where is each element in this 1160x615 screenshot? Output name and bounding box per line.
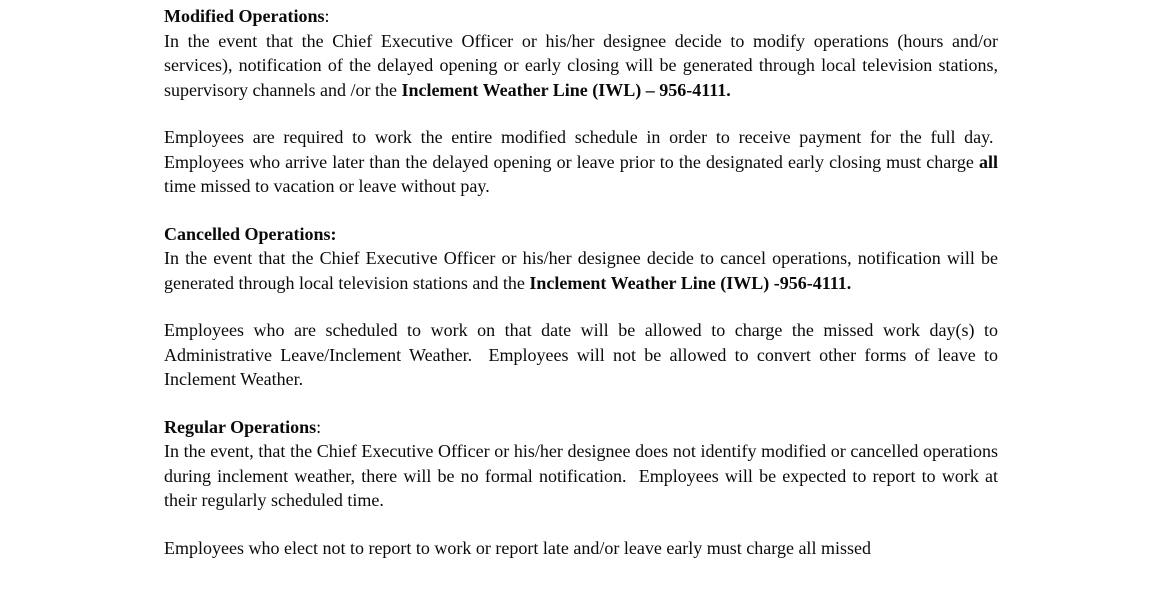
heading-text: Cancelled Operations: — [164, 223, 337, 244]
cancelled-operations-paragraph — [164, 246, 998, 295]
regular-operations-heading — [164, 415, 998, 440]
section-administrative-leave — [164, 318, 998, 392]
section-elect-not-to-report — [164, 536, 998, 561]
text-run: In the event that the Chief Executive Officer or his/her designee decide to modify operations (hours and/or services), notification of the delayed opening or early closing will be generated through local television stations, supervisory channels and /or the — [164, 30, 998, 100]
section-cancelled-operations — [164, 222, 998, 296]
elect-not-to-report-paragraph — [164, 536, 998, 561]
heading-colon: : — [324, 6, 330, 26]
bold-text-run-inclement-weather-line: Inclement Weather Line (IWL) -956-4111. — [529, 272, 852, 293]
modified-operations-paragraph — [164, 29, 998, 103]
administrative-leave-paragraph — [164, 318, 998, 392]
regular-operations-paragraph — [164, 439, 998, 513]
modified-schedule-paragraph — [164, 125, 998, 199]
text-run: Employees who are scheduled to work on that date will be allowed to charge the missed work day(s) to Administrative Leave/Inclement Weather. Employees will not be allowed to convert other forms of leave to Inclement Weather. — [164, 320, 998, 389]
bold-text-run-inclement-weather-line: Inclement Weather Line (IWL) – 956-4111. — [401, 79, 731, 100]
cancelled-operations-heading — [164, 222, 998, 247]
text-run: In the event, that the Chief Executive Officer or his/her designee does not identify modified or cancelled operations during inclement weather, there will be no formal notification. Employees will be expected to report to work at their regularly scheduled time. — [164, 441, 998, 510]
modified-operations-heading — [164, 4, 998, 29]
text-run: Employees who elect not to report to work or report late and/or leave early must charge all missed — [164, 537, 871, 558]
heading-text: Modified Operations — [164, 6, 325, 26]
heading-text: Regular Operations — [164, 416, 317, 437]
text-run: In the event that the Chief Executive Officer or his/her designee decide to cancel operations, notification will be generated through local television stations and the — [164, 248, 998, 293]
text-run: Employees are required to work the entire modified schedule in order to receive payment for the full day. Employees who arrive later than the delayed opening or leave prior to the designated early closing must charge — [164, 127, 998, 172]
section-regular-operations — [164, 415, 998, 513]
heading-colon: : — [316, 416, 322, 437]
section-modified-operations — [164, 4, 998, 102]
section-modified-schedule-requirement — [164, 125, 998, 199]
text-run: time missed to vacation or leave without pay. — [164, 176, 490, 196]
bold-text-run-all: all — [978, 151, 998, 172]
